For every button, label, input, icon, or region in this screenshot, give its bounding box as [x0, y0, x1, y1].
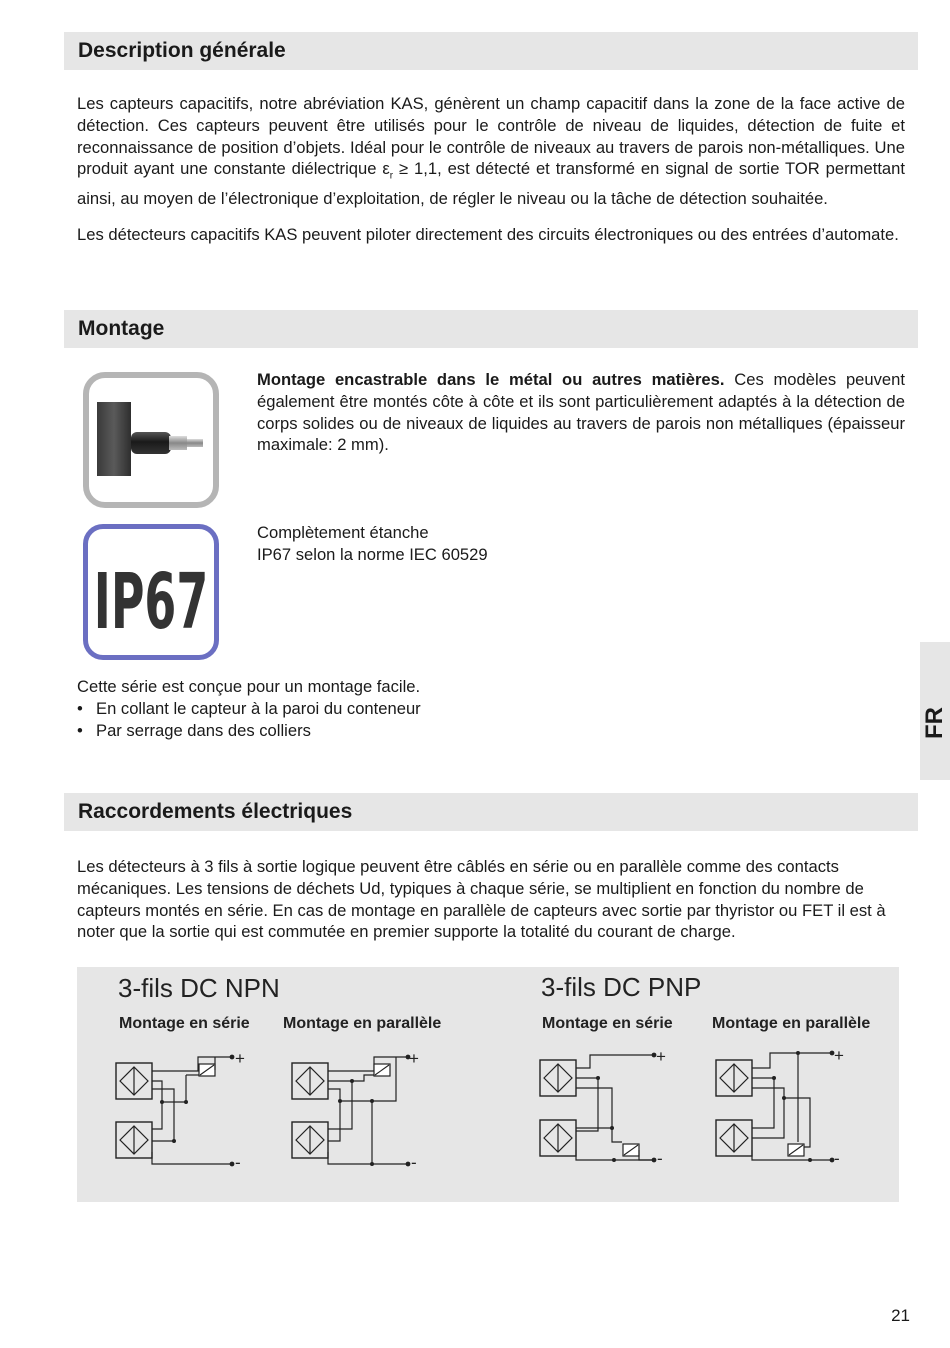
- pnp-serial-relay-icon: [623, 1144, 639, 1156]
- npn-serial-relay-icon: [199, 1064, 215, 1076]
- pnp-serial-plus: +: [656, 1047, 666, 1066]
- pnp-parallel-sensor-2: [716, 1120, 752, 1156]
- easy-mounting-intro: Cette série est conçue pour un montage facile.: [77, 677, 421, 696]
- pnp-parallel-label: Montage en parallèle: [712, 1015, 871, 1032]
- pnp-serial-minus: -: [657, 1149, 663, 1168]
- general-paragraph-2: Les détecteurs capacitifs KAS peuvent piloter directement des circuits électroniques ou des entrées d’automate.: [77, 225, 899, 244]
- pnp-serial-sensor-2: [540, 1120, 576, 1156]
- general-text-b: ≥ 1,1, est détecté et transformé en signal de sortie TOR permettant ainsi, au moyen de l’électronique d’exploitation, de régler le niveau ou la tâche de détection souhaitée.: [77, 159, 905, 208]
- page-number: 21: [891, 1306, 910, 1325]
- npn-title: 3-fils DC NPN: [118, 973, 280, 1003]
- ip67-line-1: Complètement étanche: [257, 523, 429, 542]
- language-tab-label: FR: [921, 707, 948, 739]
- pnp-serial-sensor-1: [540, 1060, 576, 1096]
- npn-parallel-relay-icon: [374, 1064, 390, 1076]
- pnp-title: 3-fils DC PNP: [541, 972, 702, 1002]
- npn-serial-plus: +: [235, 1049, 245, 1068]
- npn-serial-sensor-2: [116, 1122, 152, 1158]
- npn-parallel-sensor-2: [292, 1122, 328, 1158]
- pnp-serial-label: Montage en série: [542, 1015, 673, 1032]
- electrical-paragraph: Les détecteurs à 3 fils à sortie logique peuvent être câblés en série ou en parallèle comme des contacts mécaniques. Les tensions de déchets Ud, typiques à chaque série, se multiplient en fonction du nombre de capteurs montés en série. En cas de montage en parallèle de capteurs avec sortie par thyristor ou FET il est à noter que la sortie qui est commutée en premier supporte la totalité du courant de charge.: [77, 857, 886, 942]
- npn-serial-minus: -: [235, 1153, 241, 1172]
- pnp-parallel-sensor-1: [716, 1060, 752, 1096]
- flush-mount-desc: Ces modèles peuvent également être montés côte à côte et ils sont particulièrement adaptés à la détection de corps solides ou de niveaux de liquides au travers de parois non métalliques (épaisseur maximale: 2 mm).: [257, 370, 905, 455]
- section-heading-electrical: Raccordements électriques: [64, 793, 918, 831]
- pnp-parallel-minus: -: [834, 1149, 840, 1168]
- flush-mount-bold: Montage encastrable dans le métal ou autres matières.: [257, 370, 725, 389]
- npn-serial-sensor-1: [116, 1063, 152, 1099]
- pnp-parallel-relay-icon: [788, 1144, 804, 1156]
- mounting-bullet-item: • Par serrage dans des colliers: [77, 720, 905, 742]
- npn-parallel-plus: +: [409, 1049, 419, 1068]
- npn-serial-label: Montage en série: [119, 1015, 250, 1032]
- epsilon-subscript: r: [389, 170, 394, 182]
- ip67-line-2: IP67 selon la norme IEC 60529: [257, 544, 488, 564]
- epsilon-symbol: ε: [382, 159, 390, 179]
- npn-parallel-minus: -: [411, 1153, 417, 1172]
- npn-parallel-sensor-1: [292, 1063, 328, 1099]
- pnp-parallel-plus: +: [834, 1046, 844, 1065]
- mounting-bullet-item: • En collant le capteur à la paroi du conteneur: [77, 698, 905, 720]
- general-text-a: Les capteurs capacitifs, notre abréviation KAS, génèrent un champ capacitif dans la zone de la face active de détection. Ces capteurs peuvent être utilisés pour le contrôle de niveau de liquides, détection de fuite et reconnaissance de position d’objets. Idéal pour le contrôle de niveaux au travers de parois non-métalliques. Une produit ayant une constante diélectrique: [77, 94, 905, 179]
- ip67-icon-text: IP67: [93, 556, 209, 647]
- npn-parallel-label: Montage en parallèle: [283, 1015, 442, 1032]
- section-heading-mounting: Montage: [64, 310, 918, 348]
- section-heading-general: Description générale: [64, 32, 918, 70]
